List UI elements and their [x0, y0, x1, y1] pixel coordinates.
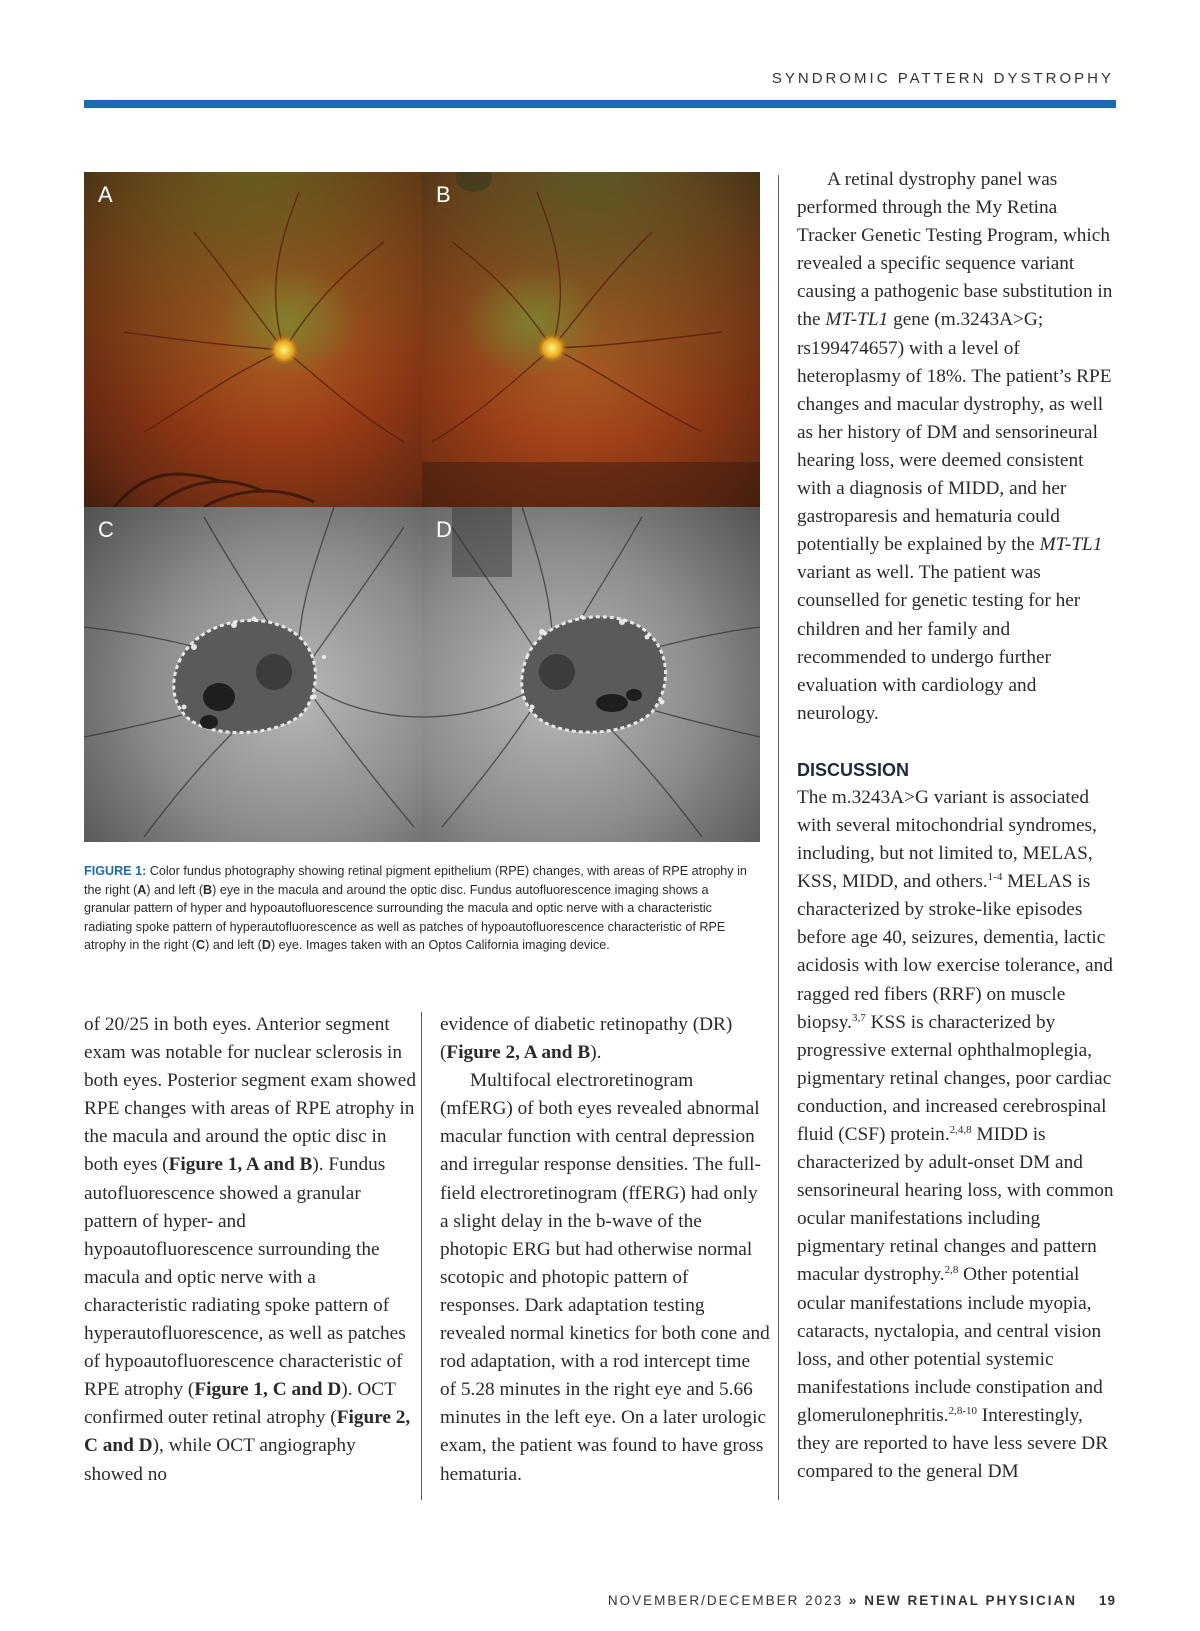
- body-text: MELAS is characterized by stroke-like episodes before age 40, seizures, dementia, lactic acidosis with low exercise tolerance, and ragged red fibers (RRF) on muscle biopsy.: [797, 871, 1113, 1033]
- body-paragraph: Multifocal electroretinogram (mfERG) of both eyes revealed abnormal macular function with central depression and irregular response densities. The full-field electroretinogram (ffERG) had only a slight delay in the b-wave of the photopic ERG but had otherwise normal scotopic and photopic pattern of responses. Dark adaptation testing revealed normal kinetics for both cone and rod adaptation, with a rod intercept time of 5.28 minutes in the right eye and 5.66 minutes in the left eye. On a later urologic exam, the patient was found to have gross hematuria.: [440, 1070, 770, 1485]
- caption-text: ) eye in the macula and around the optic disc. Fundus autofluorescence imaging shows a granular pattern of hyper and hypoautofluorescence surrounding the macula and optic nerve with a characteristic radiating spoke pattern of hyperautofluorescence as well as patches of hypoautofluorescence characteristic of RPE atrophy in the right (: [84, 882, 726, 952]
- header-rule: [84, 100, 1116, 108]
- page-footer: [608, 1593, 1116, 1608]
- body-text: Interestingly, they are reported to have less severe DR compared to the general DM: [797, 1404, 1109, 1483]
- citation: 2,4,8: [949, 1124, 972, 1136]
- autofluorescence-image-left: [422, 507, 760, 842]
- panel-label-b: B: [436, 182, 451, 207]
- figure-1: [84, 172, 760, 842]
- figure-panel-c: [84, 507, 422, 842]
- panel-label-c: C: [98, 517, 114, 542]
- figure-panel-b: [422, 172, 760, 507]
- fundus-photo-left: [422, 172, 760, 507]
- page-number: 19: [1098, 1593, 1116, 1608]
- column-divider: [421, 1012, 422, 1500]
- body-column-2: [440, 1011, 770, 1489]
- body-column-3: [797, 166, 1117, 1486]
- panel-label-d: D: [436, 517, 452, 542]
- body-text: A retinal dystrophy panel was performed through the My Retina Tracker Genetic Testing Program, which revealed a specific sequence variant causing a pathogenic base substitution in the: [797, 169, 1113, 331]
- caption-text: ) and left (: [146, 882, 204, 897]
- figure-reference: Figure 1, C and D: [194, 1379, 342, 1401]
- column-divider: [778, 175, 779, 1500]
- running-head: SYNDROMIC PATTERN DYSTROPHY: [771, 70, 1114, 87]
- body-paragraph: [84, 1011, 416, 1489]
- issue-date: NOVEMBER/DECEMBER 2023: [607, 1593, 844, 1608]
- figure-panel-a: [84, 172, 422, 507]
- footer-separator: »: [848, 1593, 859, 1608]
- body-text: MIDD is characterized by adult-onset DM and sensorineural hearing loss, with common ocular manifestations including pigmentary retinal changes and pattern macular dystrophy.: [797, 1124, 1114, 1286]
- figure-reference: Figure 2, C and D: [84, 1407, 411, 1457]
- body-text: ), while OCT angiography showed no: [84, 1435, 356, 1485]
- citation: 2,8: [944, 1264, 959, 1277]
- body-paragraph: [797, 166, 1117, 728]
- body-text: evidence of diabetic retinopathy (DR) (: [440, 1014, 733, 1064]
- figure-reference: Figure 2, A and B: [446, 1042, 591, 1064]
- panel-label-a: A: [98, 182, 113, 207]
- gene-name: MT-TL1: [1039, 534, 1103, 556]
- body-column-1: [84, 1011, 416, 1489]
- body-text: Other potential ocular manifestations include myopia, cataracts, nyctalopia, and central vision loss, and other potential systemic manifestations include constipation and glomerulonephritis.: [797, 1264, 1103, 1426]
- autofluorescence-image-right: [84, 507, 422, 842]
- caption-panel-ref: D: [261, 938, 271, 952]
- citation: 3,7: [852, 1011, 866, 1024]
- body-text: KSS is characterized by progressive external ophthalmoplegia, pigmentary retinal changes, poor cardiac conduction, and increased cerebrospinal fluid (CSF) protein.: [797, 1011, 1112, 1145]
- citation: 2,8-10: [948, 1404, 977, 1417]
- body-text: The m.3243A>G variant is associated with several mitochondrial syndromes, including, but not limited to, MELAS, KSS, MIDD, and others.: [797, 786, 1097, 893]
- figure-reference: Figure 1, A and B: [168, 1154, 313, 1176]
- caption-label: FIGURE 1:: [84, 864, 147, 878]
- caption-text: Color fundus photography showing retinal pigment epithelium (RPE) changes, with areas of RPE atrophy in the right (: [84, 864, 747, 897]
- figure-caption: [84, 862, 754, 955]
- caption-text: ) and left (: [205, 938, 262, 952]
- body-text: ). Fundus autofluorescence showed a granular pattern of hyper- and hypoautofluorescence surrounding the macula and optic nerve with a characteristic radiating spoke pattern of hyperautofluorescence, as well as patches of hypoautofluorescence characteristic of RPE atrophy (: [84, 1154, 406, 1401]
- figure-panel-d: [422, 507, 760, 842]
- body-paragraph: [797, 784, 1117, 1486]
- body-text: gene (m.3243A>G; rs199474657) with a level of heteroplasmy of 18%. The patient’s RPE changes and macular dystrophy, as well as her history of DM and sensorineural hearing loss, were deemed consistent with a diagnosis of MIDD, and her gastroparesis and hematuria could potentially be explained by the: [797, 309, 1112, 556]
- body-text: variant as well. The patient was counselled for genetic testing for her children and her family and recommended to undergo further evaluation with cardiology and neurology.: [797, 562, 1081, 724]
- magazine-name: NEW RETINAL PHYSICIAN: [864, 1593, 1077, 1608]
- caption-text: ) eye. Images taken with an Optos California imaging device.: [270, 938, 610, 952]
- body-text: of 20/25 in both eyes. Anterior segment exam was notable for nuclear sclerosis in both eyes. Posterior segment exam showed RPE changes with areas of RPE atrophy in the macula and around the optic disc in both eyes (: [84, 1014, 416, 1176]
- fundus-photo-right: [84, 172, 422, 507]
- section-heading: DISCUSSION: [797, 759, 910, 780]
- caption-panel-ref: B: [203, 882, 213, 897]
- citation: 1-4: [987, 871, 1003, 884]
- gene-name: MT-TL1: [825, 309, 889, 331]
- body-text: ). OCT confirmed outer retinal atrophy (: [84, 1379, 396, 1429]
- body-text: ).: [590, 1042, 602, 1064]
- caption-panel-ref: C: [196, 938, 206, 952]
- caption-panel-ref: A: [137, 882, 147, 897]
- body-paragraph: [440, 1011, 770, 1067]
